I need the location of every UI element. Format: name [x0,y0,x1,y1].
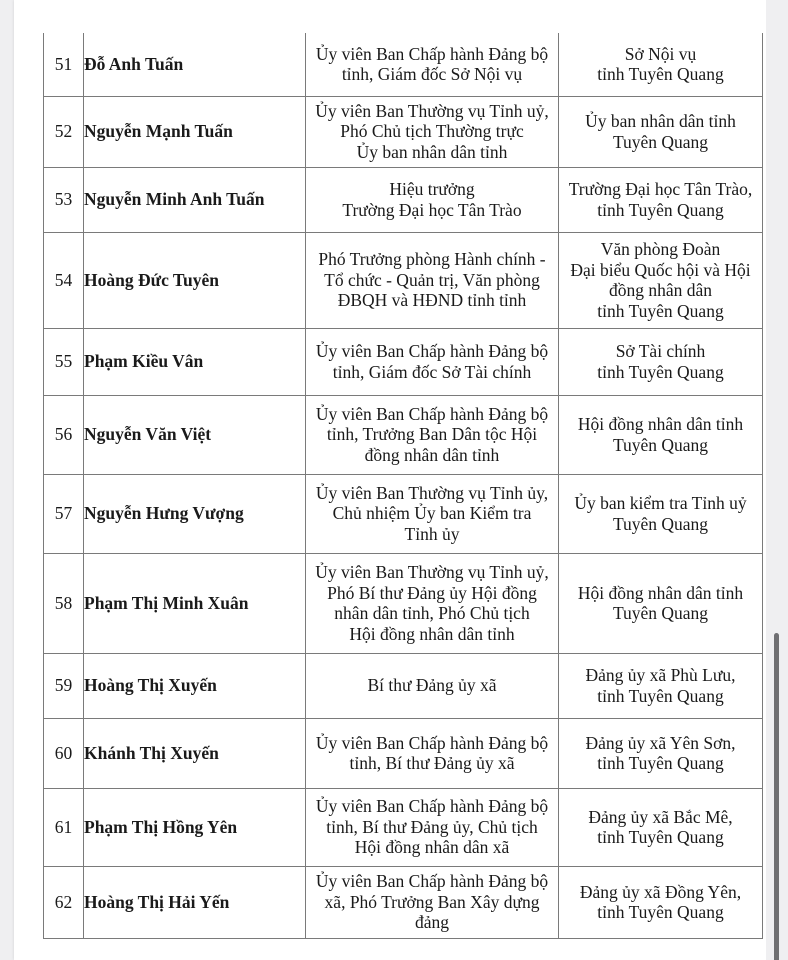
table-row [44,96,763,167]
organization-line: Tuyên Quang [612,513,709,534]
position-line: Bí thư Đảng ủy xã [367,675,497,696]
position-line: nhân dân tỉnh, Phó Chủ tịch [334,603,530,623]
person-name: Phạm Thị Minh Xuân [84,553,306,653]
position-line: Ủy viên Ban Chấp hành Đảng bộ [315,341,549,361]
row-number: 54 [44,232,84,328]
position-line: tỉnh, Giám đốc Sở Tài chính [332,361,532,382]
person-name: Phạm Kiều Vân [84,328,306,395]
organization-line: Sở Tài chính [615,341,706,361]
person-name: Hoàng Thị Hải Yến [84,866,306,938]
row-number: 62 [44,866,84,938]
person-name: Nguyễn Văn Việt [84,395,306,474]
position-cell [306,866,559,938]
organization-line: Tuyên Quang [612,131,709,152]
document-page [14,0,766,960]
position-cell [306,718,559,788]
organization-cell [559,718,763,788]
organization-cell [559,553,763,653]
position-line: Ủy viên Ban Chấp hành Đảng bộ [315,732,549,753]
organization-cell [559,167,763,232]
organization-line: Ủy ban kiểm tra Tỉnh uỷ [574,493,747,513]
row-number: 58 [44,553,84,653]
organization-line: Hội đồng nhân dân tỉnh [577,414,744,434]
position-cell [306,395,559,474]
position-line: Tổ chức - Quản trị, Văn phòng [324,269,540,290]
row-number: 56 [44,395,84,474]
row-number: 55 [44,328,84,395]
table-row [44,718,763,788]
organization-line: tỉnh Tuyên Quang [597,685,724,706]
position-line: Ủy viên Ban Chấp hành Đảng bộ [315,796,549,817]
position-cell [306,167,559,232]
organization-line: Hội đồng nhân dân tỉnh [577,582,744,603]
organization-cell [559,33,763,96]
position-line: Ủy viên Ban Thường vụ Tỉnh uỷ, [315,562,549,582]
organization-cell [559,788,763,866]
organization-line: Đảng ủy xã Đồng Yên, [579,881,742,902]
position-line: Hội đồng nhân dân tỉnh [349,623,515,644]
person-name: Nguyễn Hưng Vượng [84,474,306,553]
position-line: Hiệu trưởng [389,179,475,199]
row-number: 57 [44,474,84,553]
row-number: 51 [44,33,84,96]
row-number: 53 [44,167,84,232]
table-row [44,167,763,232]
organization-line: tỉnh Tuyên Quang [597,827,724,847]
person-name: Hoàng Thị Xuyến [84,653,306,718]
table-row [44,653,763,718]
position-cell [306,553,559,653]
position-cell [306,328,559,395]
position-cell [306,232,559,328]
position-line: Trường Đại học Tân Trào [342,199,522,220]
organization-cell [559,232,763,328]
position-line: tỉnh, Bí thư Đảng ủy xã [349,753,515,773]
person-name: Hoàng Đức Tuyên [84,232,306,328]
position-cell [306,33,559,96]
organization-cell [559,653,763,718]
table-row [44,866,763,938]
organization-cell [559,866,763,938]
vertical-scrollbar[interactable] [766,0,788,960]
organization-line: Văn phòng Đoàn [600,239,721,259]
person-name: Nguyễn Minh Anh Tuấn [84,167,306,232]
organization-line: tỉnh Tuyên Quang [597,300,724,321]
organization-cell [559,96,763,167]
table-body [44,33,763,938]
position-line: tỉnh, Bí thư Đảng ủy, Chủ tịch [326,816,538,837]
position-line: tỉnh, Trưởng Ban Dân tộc Hội [326,424,538,445]
person-name: Đỗ Anh Tuấn [84,33,306,96]
organization-cell [559,328,763,395]
organization-line: Sở Nội vụ [624,43,697,64]
table-row [44,33,763,96]
position-line: Ủy ban nhân dân tỉnh [356,141,508,162]
position-line: đồng nhân dân tỉnh [364,444,500,465]
personnel-table [43,33,763,939]
organization-line: tỉnh Tuyên Quang [597,64,724,85]
position-line: Phó Bí thư Đảng ủy Hội đồng [327,582,537,603]
position-line: Ủy viên Ban Chấp hành Đảng bộ [315,871,549,892]
position-line: xã, Phó Trưởng Ban Xây dựng [324,891,540,912]
organization-line: tỉnh Tuyên Quang [597,199,724,220]
table-row [44,232,763,328]
organization-line: đồng nhân dân [608,280,713,300]
row-number: 59 [44,653,84,718]
position-line: tỉnh, Giám đốc Sở Nội vụ [341,64,523,85]
position-line: Phó Chủ tịch Thường trực [340,121,524,142]
position-cell [306,653,559,718]
table-row [44,328,763,395]
person-name: Nguyễn Mạnh Tuấn [84,96,306,167]
organization-line: Đại biểu Quốc hội và Hội [570,259,751,280]
table-row [44,788,763,866]
organization-line: tỉnh Tuyên Quang [597,902,724,922]
position-line: Hội đồng nhân dân xã [354,837,510,858]
position-line: Ủy viên Ban Chấp hành Đảng bộ [315,43,549,64]
position-cell [306,788,559,866]
organization-line: Đảng ủy xã Bắc Mê, [588,806,733,827]
organization-line: Tuyên Quang [612,603,709,623]
organization-line: Đảng ủy xã Yên Sơn, [585,732,736,753]
table-row [44,395,763,474]
person-name: Khánh Thị Xuyến [84,718,306,788]
position-line: Ủy viên Ban Thường vụ Tỉnh ủy, [315,482,549,503]
person-name: Phạm Thị Hồng Yên [84,788,306,866]
table-row [44,474,763,553]
scrollbar-thumb[interactable] [774,633,779,960]
table-row [44,553,763,653]
organization-line: Đảng ủy xã Phù Lưu, [585,665,736,685]
row-number: 60 [44,718,84,788]
position-cell [306,474,559,553]
row-number: 61 [44,788,84,866]
position-line: đảng [414,912,450,933]
position-line: Chủ nhiệm Ủy ban Kiểm tra [332,503,532,524]
organization-line: Tuyên Quang [612,434,709,455]
organization-cell [559,395,763,474]
organization-line: tỉnh Tuyên Quang [597,361,724,382]
position-line: Ủy viên Ban Thường vụ Tỉnh uỷ, [315,100,549,121]
position-line: Ủy viên Ban Chấp hành Đảng bộ [315,403,549,424]
row-number: 52 [44,96,84,167]
organization-line: tỉnh Tuyên Quang [597,753,724,773]
position-line: ĐBQH và HĐND tỉnh tỉnh [337,290,527,311]
organization-cell [559,474,763,553]
position-cell [306,96,559,167]
position-line: Tỉnh ủy [404,523,460,544]
organization-line: Trường Đại học Tân Trào, [568,179,753,199]
position-line: Phó Trưởng phòng Hành chính - [318,249,546,270]
organization-line: Ủy ban nhân dân tỉnh [585,111,736,131]
